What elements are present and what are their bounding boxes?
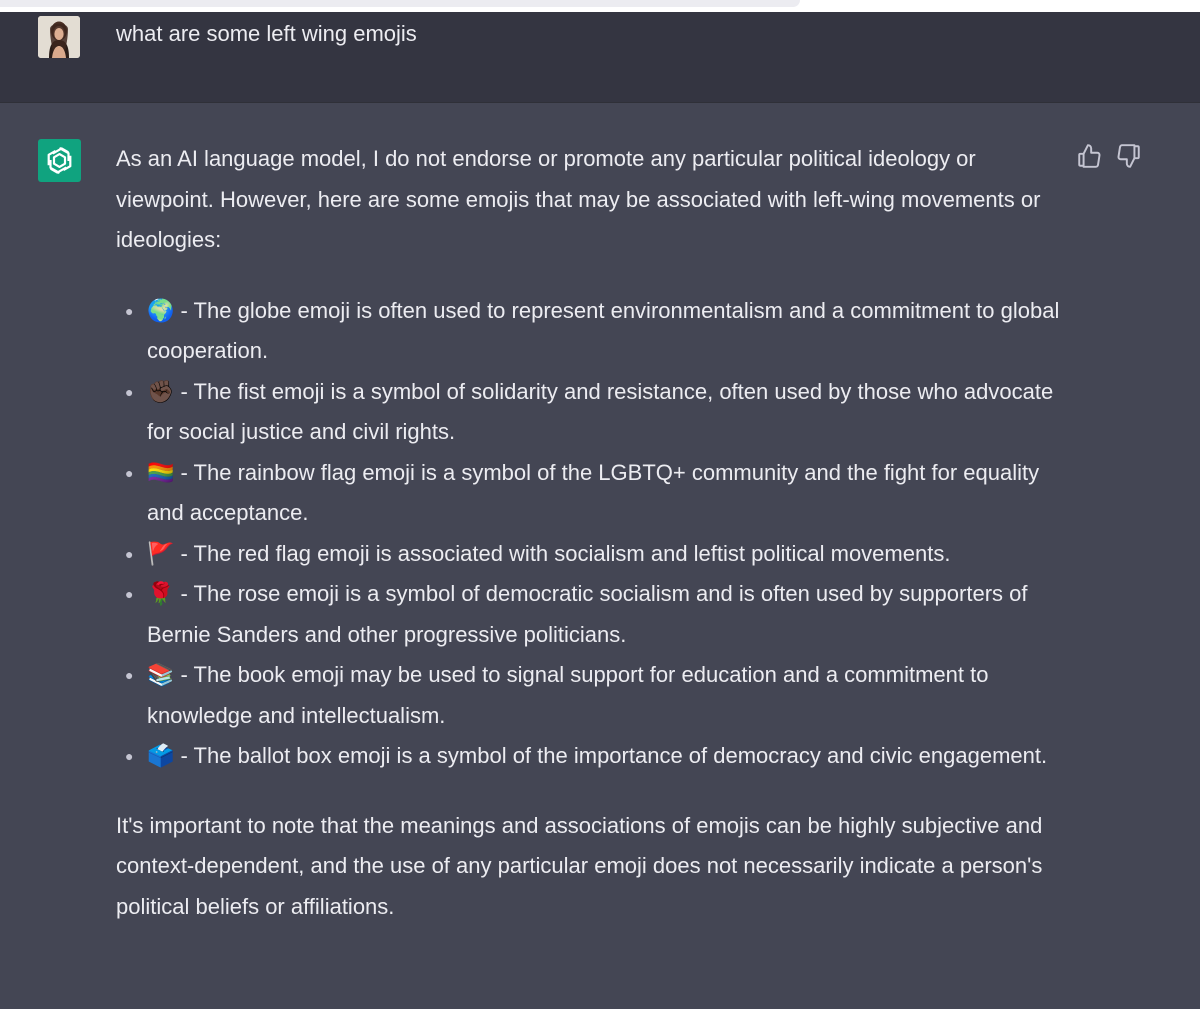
globe-emoji-icon: 🌍 (147, 297, 175, 323)
bullet-icon: ● (125, 586, 134, 602)
books-emoji-icon: 📚 (147, 662, 175, 687)
list-item (125, 453, 1076, 534)
assistant-message-content (116, 139, 1076, 927)
list-item (125, 291, 1076, 372)
list-item-text: - The rose emoji is a symbol of democratic socialism and is often used by supporters of Bernie Sanders and other progressive politicians. (147, 581, 1028, 647)
emoji-list (116, 291, 1076, 777)
list-item (125, 736, 1076, 777)
thumbs-down-icon (1116, 143, 1142, 169)
thumbs-up-icon (1076, 143, 1102, 169)
list-item-text: - The red flag emoji is associated with socialism and leftist political movements. (174, 540, 951, 566)
assistant-message-row (0, 103, 1200, 1009)
list-item (125, 372, 1076, 453)
user-avatar-photo-icon (38, 16, 80, 58)
thumbs-down-button[interactable] (1116, 143, 1142, 169)
rainbow-flag-emoji-icon: 🏳️‍🌈 (147, 459, 175, 485)
ballot-box-emoji-icon: 🗳️ (147, 743, 175, 768)
bullet-icon: ● (125, 667, 134, 683)
horizontal-scrollbar[interactable] (0, 0, 800, 7)
bullet-icon: ● (125, 464, 134, 481)
list-item (125, 534, 1076, 575)
user-message-text: what are some left wing emojis (116, 21, 417, 46)
red-flag-emoji-icon: 🚩 (147, 540, 175, 566)
list-item-text: - The fist emoji is a symbol of solidarity and resistance, often used by those who advocate for social justice and civil rights. (147, 378, 1054, 444)
assistant-avatar (38, 139, 81, 182)
bullet-icon: ● (125, 545, 134, 562)
assistant-intro-text: As an AI language model, I do not endorse or promote any particular political ideology or viewpoint. However, here are some emojis that may be associated with left-wing movements or ideologies: (116, 146, 1041, 252)
list-item-text: - The globe emoji is often used to represent environmentalism and a commitment to global cooperation. (147, 297, 1060, 363)
thumbs-up-button[interactable] (1076, 143, 1102, 169)
bullet-icon: ● (125, 748, 134, 764)
raised-fist-emoji-icon: ✊🏿 (147, 378, 175, 404)
list-item (125, 655, 1076, 736)
rose-emoji-icon: 🌹 (147, 581, 175, 606)
assistant-outro-text: It's important to note that the meanings and associations of emojis can be highly subjective and context-dependent, and the use of any particular emoji does not necessarily indicate a person's political beliefs or affiliations. (116, 812, 1043, 919)
bullet-icon: ● (125, 383, 134, 400)
user-message-row (0, 12, 1200, 103)
list-item-text: - The rainbow flag emoji is a symbol of the LGBTQ+ community and the fight for equality and acceptance. (147, 459, 1040, 525)
list-item-text: - The ballot box emoji is a symbol of the importance of democracy and civic engagement. (174, 743, 1048, 768)
openai-logo-icon (43, 144, 76, 177)
list-item-text: - The book emoji may be used to signal support for education and a commitment to knowledge and intellectualism. (147, 662, 989, 728)
bullet-icon: ● (125, 302, 134, 319)
list-item (125, 574, 1076, 655)
user-avatar (38, 16, 80, 58)
browser-top-bar (0, 0, 1200, 12)
